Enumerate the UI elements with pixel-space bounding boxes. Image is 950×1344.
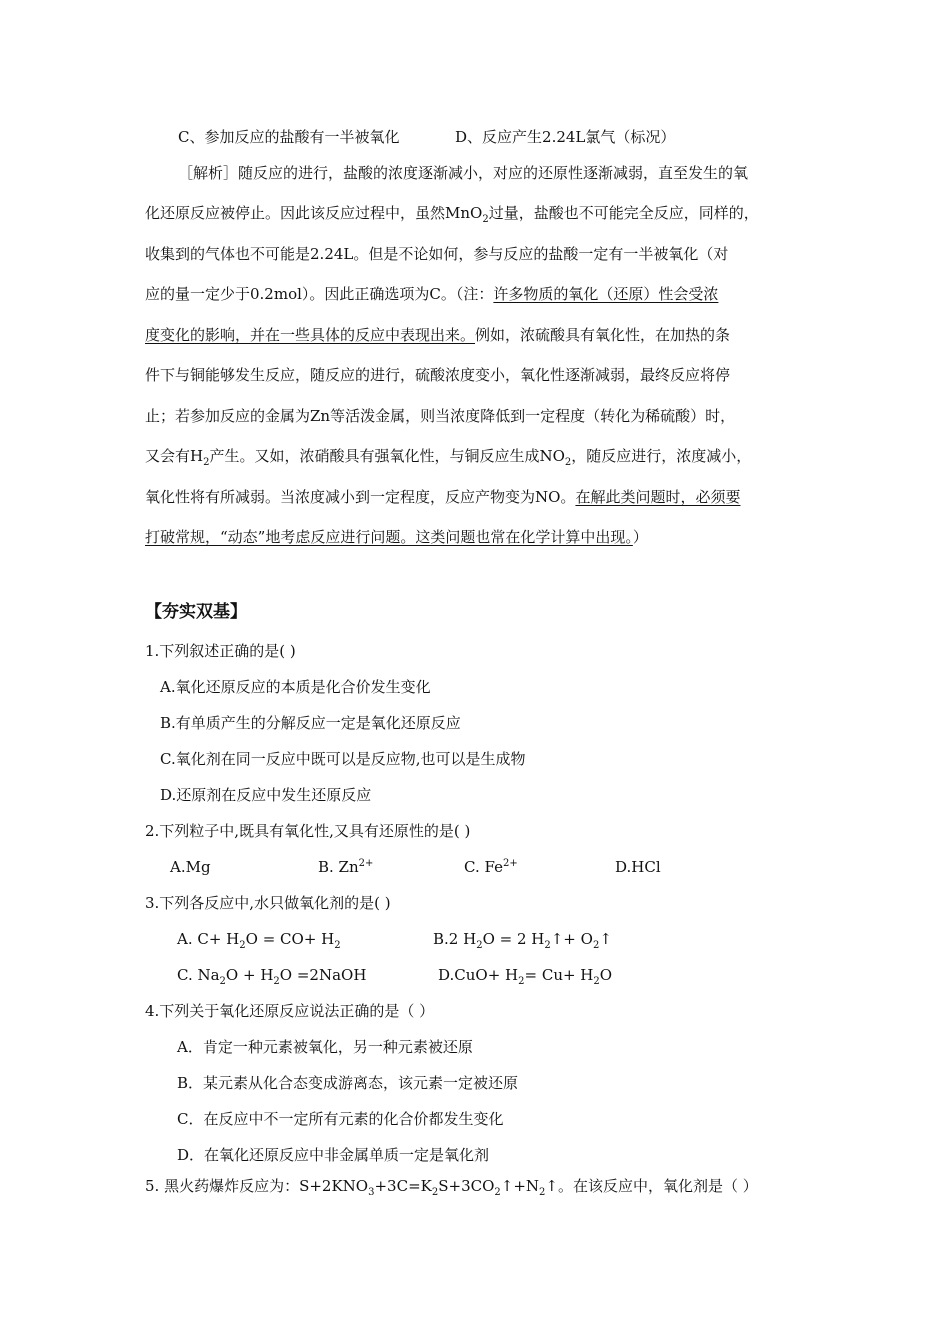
superscript: 2+ bbox=[502, 858, 518, 869]
q5-text: 5. 黑火药爆炸反应为：S+2KNO bbox=[145, 1177, 369, 1195]
option-text: O bbox=[599, 966, 613, 984]
analysis-text: 氧化性将有所减弱。当浓度减小到一定程度，反应产物变为NO。 bbox=[145, 488, 576, 506]
q5-text: S+3CO bbox=[438, 1177, 495, 1195]
option-text: B.2 H bbox=[433, 930, 477, 948]
option-text: ↑ bbox=[599, 930, 612, 948]
option-text: D.CuO+ H bbox=[438, 966, 519, 984]
underlined-note: 在解此类问题时，必须要 bbox=[575, 488, 741, 506]
q2-option-b bbox=[318, 857, 373, 877]
subscript: 2 bbox=[431, 1187, 439, 1198]
option-d: D、反应产生2.24L氯气（标况） bbox=[455, 128, 676, 146]
q3-option-b bbox=[433, 929, 612, 949]
option-text: = Cu+ H bbox=[524, 966, 594, 984]
q3-option-a bbox=[177, 929, 341, 949]
analysis-text: 又会有H bbox=[145, 447, 204, 465]
analysis-line-5 bbox=[145, 325, 730, 345]
subscript: 3 bbox=[368, 1187, 375, 1198]
q5-text: ↑+N bbox=[500, 1177, 540, 1195]
subscript: 2 bbox=[239, 940, 246, 951]
q2-option-a: A.Mg bbox=[170, 858, 211, 876]
section-title: 【夯实双基】 bbox=[145, 602, 247, 622]
subscript: 2 bbox=[476, 940, 483, 951]
option-text: ↑+ O bbox=[550, 930, 593, 948]
analysis-text: 过量，盐酸也不可能完全反应，同样的， bbox=[488, 204, 759, 222]
q3-stem: 3.下列各反应中,水只做氧化剂的是( ) bbox=[145, 894, 391, 912]
option-d-line bbox=[455, 127, 675, 147]
subscript: 2 bbox=[593, 976, 600, 987]
q4-stem: 4.下列关于氧化还原反应说法正确的是（ ） bbox=[145, 1002, 435, 1020]
subscript: 2 bbox=[592, 940, 600, 951]
q1-option-d: D.还原剂在反应中发生还原反应 bbox=[160, 786, 372, 804]
analysis-line-2 bbox=[145, 203, 759, 223]
q4-option-b: B．某元素从化合态变成游离态，该元素一定被还原 bbox=[177, 1074, 519, 1092]
analysis-line-7 bbox=[145, 406, 735, 426]
analysis-text: 例如，浓硫酸具有氧化性，在加热的条 bbox=[475, 326, 731, 344]
analysis-line-1 bbox=[178, 163, 748, 183]
q5-text: ↑。在该反应中，氧化剂是（ ） bbox=[545, 1177, 758, 1195]
q5-stem bbox=[145, 1176, 758, 1196]
option-text: C. Na bbox=[177, 966, 220, 984]
q1-option-a: A.氧化还原反应的本质是化合价发生变化 bbox=[160, 678, 431, 696]
subscript: 2 bbox=[273, 976, 280, 987]
q1-stem: 1.下列叙述正确的是( ) bbox=[145, 642, 296, 660]
q1-option-c: C.氧化剂在同一反应中既可以是反应物,也可以是生成物 bbox=[160, 750, 526, 768]
analysis-text: 收集到的气体也不可能是2.24L。但是不论如何，参与反应的盐酸一定有一半被氧化（对 bbox=[145, 245, 729, 263]
analysis-line-9 bbox=[145, 487, 740, 507]
analysis-text: 止；若参加反应的金属为Zn等活泼金属，则当浓度降低到一定程度（转化为稀硫酸）时， bbox=[145, 407, 736, 425]
subscript: 2 bbox=[518, 976, 525, 987]
q1-option-b: B.有单质产生的分解反应一定是氧化还原反应 bbox=[160, 714, 461, 732]
underlined-note: 许多物质的氧化（还原）性会受浓 bbox=[493, 285, 719, 303]
analysis-line-8 bbox=[145, 446, 751, 466]
subscript: 2 bbox=[334, 940, 341, 951]
underlined-note: 度变化的影响，并在一些具体的反应中表现出来。 bbox=[145, 326, 476, 344]
subscript: 2 bbox=[564, 457, 572, 468]
option-text: O + H bbox=[225, 966, 274, 984]
subscript: 2 bbox=[544, 940, 551, 951]
subscript: 2 bbox=[539, 1187, 546, 1198]
option-c: C、参加反应的盐酸有一半被氧化 bbox=[178, 128, 400, 146]
q4-option-c: C．在反应中不一定所有元素的化合价都发生变化 bbox=[177, 1110, 504, 1128]
analysis-text: 化还原反应被停止。因此该反应过程中，虽然MnO bbox=[145, 204, 483, 222]
subscript: 2 bbox=[482, 214, 489, 225]
q5-text: +3C=K bbox=[374, 1177, 432, 1195]
underlined-note: 打破常规，“动态”地考虑反应进行问题。这类问题也常在化学计算中出现。 bbox=[145, 528, 633, 546]
analysis-text: 产生。又如，浓硝酸具有强氧化性，与铜反应生成NO bbox=[209, 447, 565, 465]
analysis-line-6 bbox=[145, 365, 730, 385]
analysis-text: ） bbox=[632, 528, 648, 546]
analysis-text: 应的量一定少于0.2mol）。因此正确选项为C。（注： bbox=[145, 285, 494, 303]
superscript: 2+ bbox=[358, 858, 374, 869]
option-text: O = CO+ H bbox=[245, 930, 335, 948]
subscript: 2 bbox=[219, 976, 226, 987]
q4-option-a: A．肯定一种元素被氧化，另一种元素被还原 bbox=[177, 1038, 473, 1056]
q3-option-d bbox=[438, 965, 612, 985]
analysis-text: ，随反应进行，浓度减小， bbox=[571, 447, 752, 465]
analysis-text: ［解析］随反应的进行，盐酸的浓度逐渐减小，对应的还原性逐渐减弱，直至发生的氧 bbox=[178, 164, 749, 182]
subscript: 2 bbox=[494, 1187, 501, 1198]
option-text: A. C+ H bbox=[177, 930, 240, 948]
q2-stem: 2.下列粒子中,既具有氧化性,又具有还原性的是( ) bbox=[145, 822, 471, 840]
option-text: B. Zn bbox=[318, 858, 359, 876]
option-text: O = 2 H bbox=[482, 930, 545, 948]
analysis-line-10 bbox=[145, 527, 648, 547]
analysis-line-3 bbox=[145, 244, 728, 264]
q3-option-c bbox=[177, 965, 366, 985]
q2-option-d: D.HCl bbox=[615, 858, 661, 876]
option-text: C. Fe bbox=[464, 858, 503, 876]
option-c-line bbox=[178, 127, 399, 147]
q2-option-c bbox=[464, 857, 518, 877]
q4-option-d: D．在氧化还原反应中非金属单质一定是氧化剂 bbox=[177, 1146, 490, 1164]
analysis-text: 件下与铜能够发生反应，随反应的进行，硫酸浓度变小，氧化性逐渐减弱，最终反应将停 bbox=[145, 366, 731, 384]
analysis-line-4 bbox=[145, 284, 718, 304]
subscript: 2 bbox=[203, 457, 210, 468]
option-text: O =2NaOH bbox=[279, 966, 367, 984]
